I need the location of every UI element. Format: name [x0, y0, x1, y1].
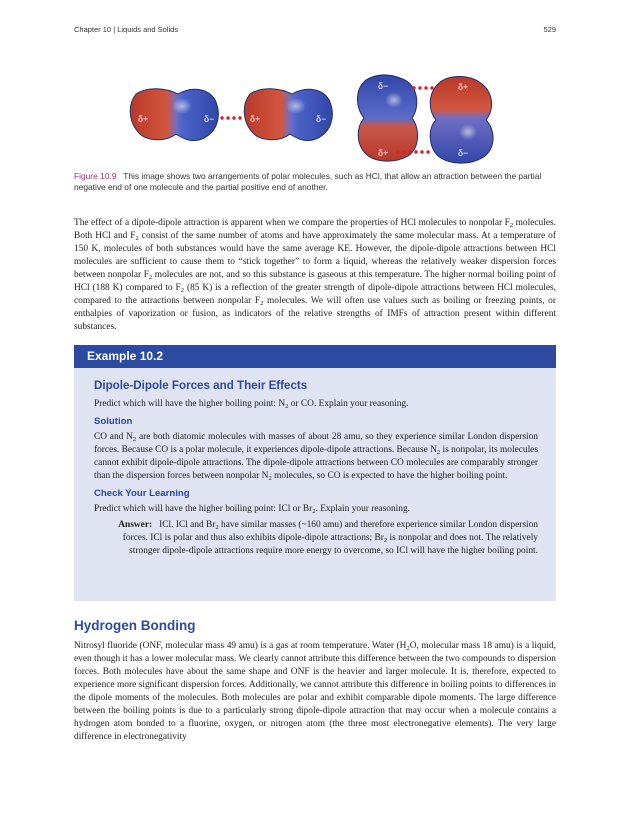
check-question: Predict which will have the higher boiling point: ICl or $Br_2$. Explain your reasoning. — [94, 504, 411, 516]
delta-minus-label: δ− — [204, 114, 215, 124]
example-question: Predict which will have the higher boiling point: $N_2$ or CO. Explain your reasoning. — [94, 399, 409, 410]
delta-plus-label: δ+ — [378, 148, 389, 158]
dipole-diagram — [126, 72, 506, 164]
figure-caption — [74, 171, 556, 193]
chapter-title: Chapter 10 | Liquids and Solids — [74, 25, 179, 34]
example-content — [94, 379, 538, 558]
molecule-1 — [130, 89, 218, 141]
page-header — [74, 25, 556, 37]
molecule-2 — [244, 89, 332, 141]
delta-minus-label: δ− — [378, 81, 389, 91]
molecule-3 — [358, 75, 418, 161]
example-heading: Example 10.2 — [74, 345, 556, 368]
paragraph-dipole-effect: The effect of a dipole-dipole attraction is apparent when we compare the properties of HCl molecules to nonpolar $F_2$ molecules. Both HCl and $F_2$ consist of the same number of atoms and have approximately the same molecular mass. At a temperature of 150 K, molecules of both substances would have the same average KE. However, the dipole-dipole attractions between HCl molecules are sufficient to cause them to “stick together” to form a liquid, whereas the relatively weaker dispersion forces between nonpolar $F_2$ molecules are not, and so this substance is gaseous at this temperature. The higher normal boiling point of HCl (188 K) compared to $F_2$ (85 K) is a reflection of the greater strength of dipole-dipole attractions between HCl molecules, compared to the attractions between nonpolar $F_2$ molecules. We will often use values such as boiling or freezing points, or enthalpies of vaporization or fusion, as indicators of the relative strengths of IMFs of attraction present within different substances. — [74, 218, 557, 333]
solution-heading: Solution — [94, 416, 133, 428]
check-learning-heading: Check Your Learning — [94, 488, 190, 500]
example-box — [74, 345, 556, 601]
delta-plus-label: δ+ — [138, 114, 149, 124]
delta-minus-label: δ− — [316, 114, 327, 124]
molecule-4 — [430, 77, 493, 164]
attraction-dots-horizontal — [220, 116, 241, 119]
section-title-hydrogen-bonding: Hydrogen Bonding — [74, 618, 196, 633]
page-number: 529 — [543, 25, 556, 34]
figure-dipole-molecules — [126, 72, 506, 164]
paragraph-hydrogen-bonding: Nitrosyl fluoride (ONF, molecular mass 49 amu) is a gas at room temperature. Water ($H_2O$, molecular mass 18 amu) is a liquid, even though it has a lower molecular mass. We clearly cannot attribute this difference between the two compounds to dispersion forces. Both molecules have about the same shape and ONF is the heavier and larger molecule. It is, therefore, expected to experience more significant dispersion forces. Additionally, we cannot attribute this difference in boiling points to differences in the dipole moments of the molecules. Both molecules are polar and exhibit comparable dipole moments. The large difference between the boiling points is due to a particularly strong dipole-dipole attraction that may occur when a molecule contains a hydrogen atom bonded to a fluorine, oxygen, or nitrogen atom (the three most electronegative elements). The very large difference in electronegativity — [74, 641, 556, 743]
caption-text: This image shows two arrangements of polar molecules, such as HCl, that allow an attraction between the partial negative end of one molecule and the partial positive end of another. — [74, 171, 542, 192]
answer-label: Answer: — [118, 520, 153, 531]
delta-minus-label: δ− — [458, 148, 469, 158]
solution-text: CO and $N_2$ are both diatomic molecules with masses of about 28 amu, so they experience similar London dispersion forces. Because CO is a polar molecule, it experiences dipole-dipole attractions. Because $N_2$ is nonpolar, its molecules cannot exhibit dipole-dipole attractions. The dipole-dipole attractions between CO molecules are comparably stronger than the dispersion forces between nonpolar $N_2$ molecules, so CO is expected to have the higher boiling point. — [94, 432, 538, 483]
delta-plus-label: δ+ — [458, 82, 469, 92]
example-title: Dipole-Dipole Forces and Their Effects — [94, 379, 308, 392]
delta-plus-label: δ+ — [250, 114, 261, 124]
answer-text: Answer: ICl. ICl and $Br_2$ have similar masses (~160 amu) and therefore experience similar London dispersion forces. ICl is polar and thus also exhibits dipole-dipole attractions; $Br_2$ is nonpolar and does not. The relatively stronger dipole-dipole attractions require more energy to overcome, so ICl will have the higher boiling point. — [118, 520, 538, 557]
figure-label: Figure 10.9 — [74, 171, 117, 181]
